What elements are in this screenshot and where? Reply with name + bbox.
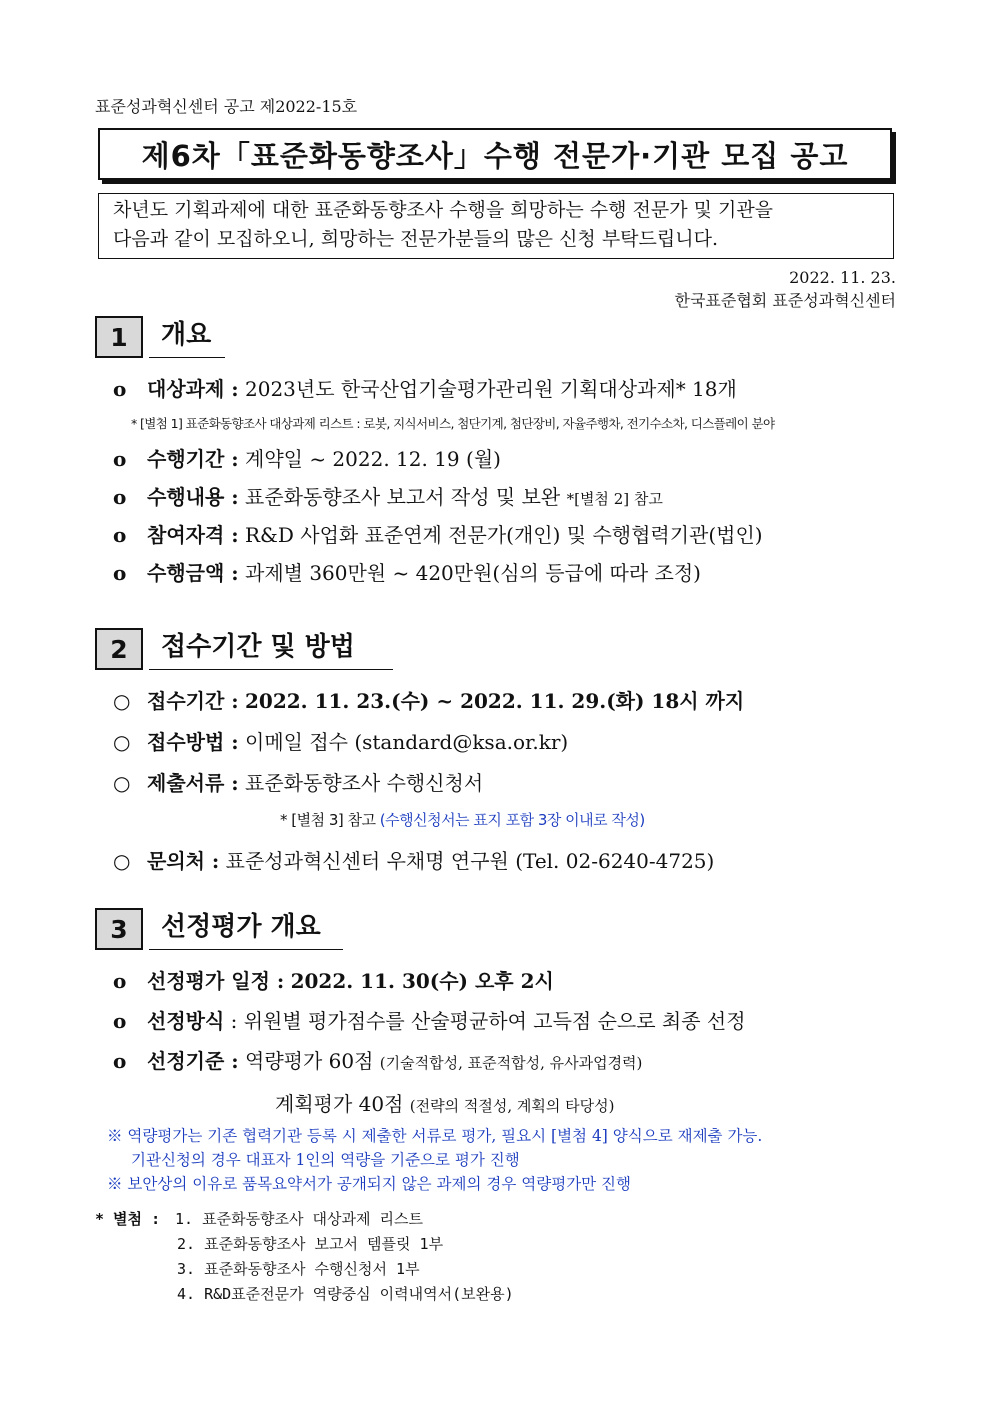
section-3-header — [95, 906, 343, 950]
item-label: 문의처 : — [147, 849, 220, 873]
list-item — [113, 1045, 642, 1074]
attachment-item: 2. 표준화동향조사 보고서 템플릿 1부 — [177, 1235, 444, 1253]
list-item — [275, 1088, 614, 1117]
attachment-item: 3. 표준화동향조사 수행신청서 1부 — [177, 1260, 420, 1278]
note-line: 기관신청의 경우 대표자 1인의 역량을 기준으로 평가 진행 — [131, 1151, 520, 1169]
item-label: 선정방식 — [147, 1009, 225, 1033]
bullet: o — [113, 523, 127, 547]
footnote — [280, 809, 645, 830]
section-1-header — [95, 314, 225, 358]
list-item — [113, 519, 763, 548]
issue-date: 2022. 11. 23. — [789, 268, 896, 287]
item-value: 계약일 ~ 2022. 12. 19 (월) — [245, 447, 501, 471]
item-value: 계획평가 40점 — [275, 1092, 404, 1116]
bullet: ○ — [113, 730, 131, 754]
item-value: 역량평가 60점 — [245, 1049, 374, 1073]
attachment-item: 4. R&D표준전문가 역량중심 이력내역서(보완용) — [177, 1285, 514, 1303]
attachment-row — [95, 1207, 514, 1232]
section-number: 2 — [95, 628, 143, 670]
item-label: 수행금액 : — [147, 561, 239, 585]
intro-line-1: 차년도 기획과제에 대한 표준화동향조사 수행을 희망하는 수행 전문가 및 기관을 — [113, 199, 774, 221]
item-label: 수행내용 : — [147, 485, 239, 509]
item-label: 제출서류 : — [147, 771, 239, 795]
item-value: 표준성과혁신센터 우채명 연구원 (Tel. 02-6240-4725) — [225, 849, 715, 873]
bullet: o — [113, 1009, 127, 1033]
attachments-label: * 별첨 : — [95, 1210, 161, 1228]
bullet: o — [113, 561, 127, 585]
item-label: 선정평가 일정 : — [147, 969, 285, 993]
item-label: 접수기간 : — [147, 689, 239, 713]
item-label: 참여자격 : — [147, 523, 239, 547]
list-item — [113, 685, 744, 714]
note-line: ※ 역량평가는 기존 협력기관 등록 시 제출한 서류로 평가, 필요시 [별첨 4] 양식으로 재제출 가능. — [107, 1127, 763, 1145]
bullet: o — [113, 1049, 127, 1073]
item-suffix: *[별첨 2] 참고 — [566, 490, 663, 508]
section-title: 개요 — [149, 314, 225, 358]
intro-line-2: 다음과 같이 모집하오니, 희망하는 전문가분들의 많은 신청 부탁드립니다. — [113, 228, 718, 250]
section-number: 3 — [95, 908, 143, 950]
item-value: 이메일 접수 (standard@ksa.or.kr) — [245, 730, 569, 754]
bullet: o — [113, 377, 127, 401]
item-label: 대상과제 : — [147, 377, 239, 401]
list-item — [113, 443, 501, 472]
item-value: 표준화동향조사 보고서 작성 및 보완 — [245, 485, 561, 509]
item-value: 2022. 11. 30(수) 오후 2시 — [290, 969, 554, 993]
section-title: 선정평가 개요 — [149, 906, 343, 950]
notice-number: 표준성과혁신센터 공고 제2022-15호 — [95, 97, 358, 116]
bullet: ○ — [113, 849, 131, 873]
item-value: : 위원별 평가점수를 산술평균하여 고득점 순으로 최종 선정 — [230, 1009, 746, 1033]
list-item — [113, 557, 701, 586]
attachment-item: 1. 표준화동향조사 대상과제 리스트 — [175, 1210, 424, 1228]
list-item — [113, 1005, 746, 1034]
footnote-prefix: * [별첨 3] 참고 — [280, 811, 376, 829]
intro-box — [98, 193, 894, 259]
list-item — [113, 965, 554, 994]
list-item — [113, 845, 714, 874]
issue-block — [675, 266, 896, 312]
attachments — [95, 1207, 514, 1307]
footnote-highlight: (수행신청서는 표지 포함 3장 이내로 작성) — [379, 811, 645, 829]
issuer: 한국표준협회 표준성과혁신센터 — [674, 291, 896, 310]
item-label: 접수방법 : — [147, 730, 239, 754]
item-label: 선정기준 : — [147, 1049, 239, 1073]
item-label: 수행기간 : — [147, 447, 239, 471]
item-value: 2023년도 한국산업기술평가관리원 기획대상과제* 18개 — [245, 377, 737, 401]
item-remark: (전략의 적절성, 계획의 타당성) — [409, 1097, 615, 1115]
list-item — [113, 481, 663, 510]
note-block — [107, 1124, 762, 1196]
page-title — [98, 128, 892, 180]
section-title: 접수기간 및 방법 — [149, 626, 393, 670]
bullet: ○ — [113, 689, 131, 713]
bullet: o — [113, 447, 127, 471]
list-item — [113, 767, 483, 796]
list-item — [113, 726, 568, 755]
section-number: 1 — [95, 316, 143, 358]
bullet: o — [113, 969, 127, 993]
page-title-text: 제6차「표준화동향조사」수행 전문가·기관 모집 공고 — [141, 138, 849, 173]
list-item — [113, 373, 737, 402]
note-line: ※ 보안상의 이유로 품목요약서가 공개되지 않은 과제의 경우 역량평가만 진행 — [107, 1175, 632, 1193]
item-value: 표준화동향조사 수행신청서 — [245, 771, 484, 795]
item-value: 과제별 360만원 ~ 420만원(심의 등급에 따라 조정) — [245, 561, 701, 585]
bullet: o — [113, 485, 127, 509]
item-remark: (기술적합성, 표준적합성, 유사과업경력) — [379, 1054, 643, 1072]
footnote: * [별첨 1] 표준화동향조사 대상과제 리스트 : 로봇, 지식서비스, 첨단기계, 첨단장비, 자율주행차, 전기수소차, 디스플레이 분야 — [131, 416, 775, 431]
bullet: ○ — [113, 771, 131, 795]
section-2-header — [95, 626, 393, 670]
item-value: R&D 사업화 표준연계 전문가(개인) 및 수행협력기관(법인) — [245, 523, 763, 547]
item-value: 2022. 11. 23.(수) ~ 2022. 11. 29.(화) 18시 까지 — [245, 689, 745, 713]
